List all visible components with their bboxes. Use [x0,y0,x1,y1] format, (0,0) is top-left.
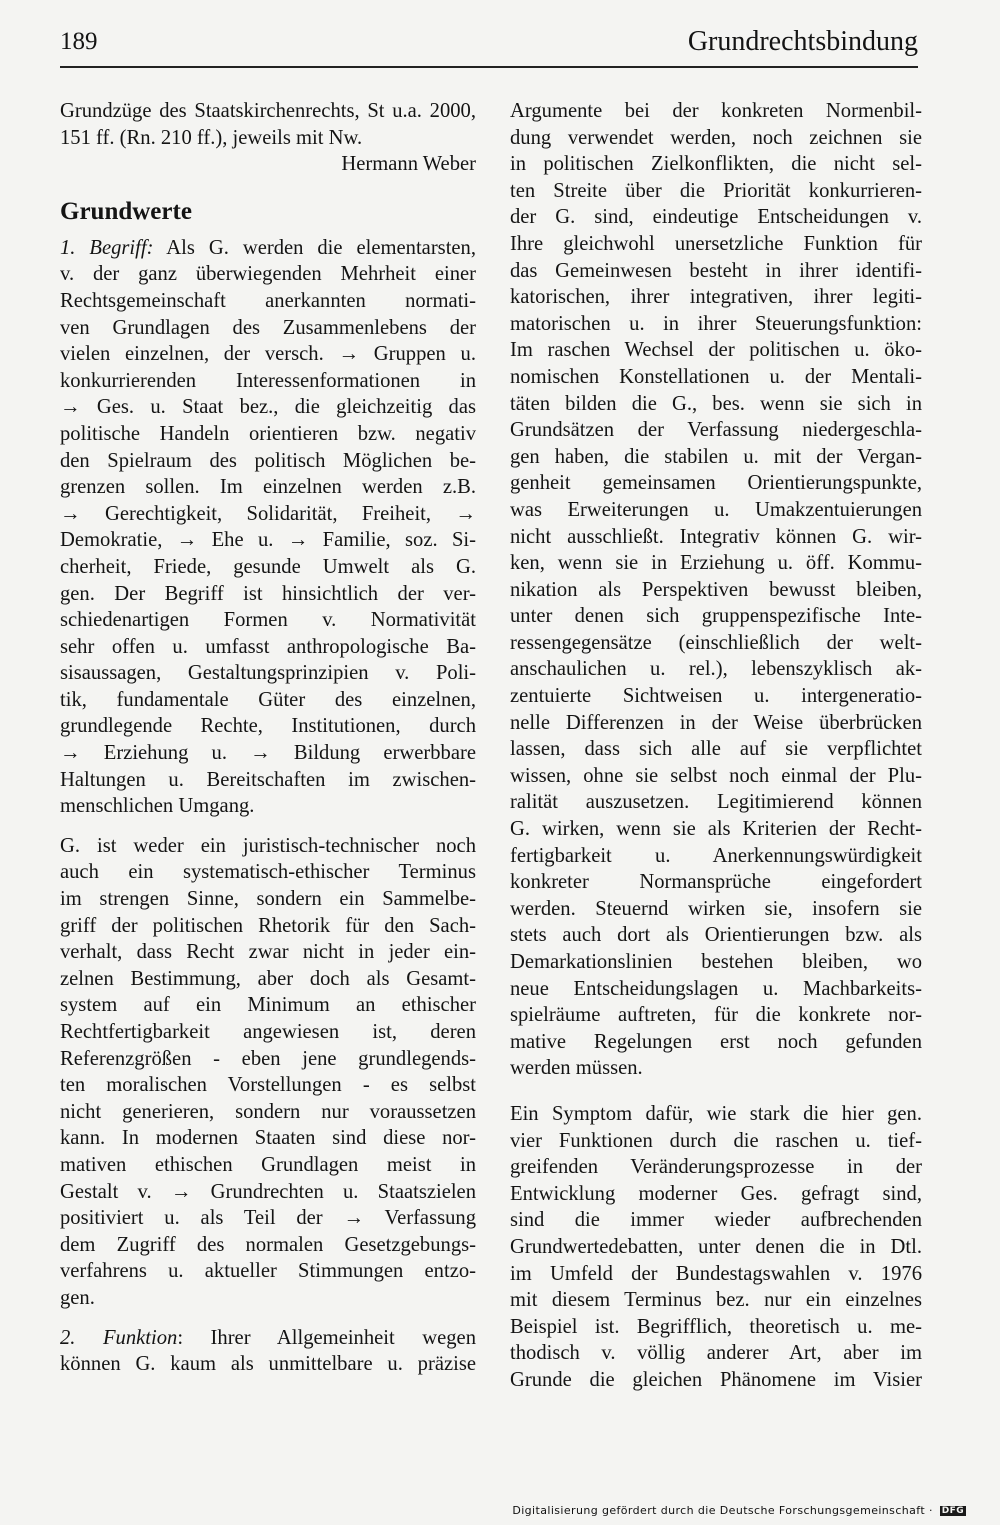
text-line: konkreter Normansprüche eingefordert [510,871,922,894]
text-line: G. ist weder ein juristisch-technischer noch [60,834,476,857]
text-line: greifenden Veränderungsprozesse in der [510,1156,922,1179]
text-line: ressengegensätze (einschließlich der welt- [510,631,922,654]
text-line: werden. Steuernd wirken sie, insofern sie [510,897,922,920]
text-line: zentuierte Sichtweisen u. intergeneratio- [510,685,922,708]
text-line: im strengen Sinne, sondern ein Sammelbe- [60,888,476,911]
text-line: sisaussagen, Gestaltungsprinzipien v. Poli- [60,662,476,685]
paragraph [510,98,922,1082]
text-line: dem Zugriff des normalen Gesetzgebungs- [60,1233,476,1256]
text-line: zelnen Bestimmung, aber doch als Gesamt- [60,967,476,990]
dfg-logo: DFG [941,1506,964,1516]
text-line: stets auch dort als Orientierungen bzw. als [510,924,922,947]
text-line: → Erziehung u. → Bildung erwerbbare [60,742,476,765]
text-line: G. wirken, wenn sie als Kriterien der Recht- [510,818,922,841]
text-line: vielen einzelnen, der versch. → Gruppen u. [60,343,476,366]
reference-note [60,98,476,151]
text-line: → Ges. u. Staat bez., die gleichzeitig das [60,396,476,419]
text-line: unter denen sich gruppenspezifische Inte- [510,605,922,628]
text-line: Demokratie, → Ehe u. → Familie, soz. Si- [60,529,476,552]
paragraph [60,833,476,1312]
text-line: Grundsätzen der Verfassung niedergeschla- [510,419,922,442]
text-line: was Erweiterungen u. Umakzentuierungen [510,498,922,521]
left-column [60,98,476,1378]
text-line: ralität auszusetzen. Legitimierend können [510,791,922,814]
page-number: 189 [60,28,98,55]
text-line: verfahrens u. aktueller Stimmungen entzo- [60,1260,476,1283]
text-line: dung verwendet werden, noch zeichnen sie [510,126,922,149]
text-line: verhalt, dass Recht zwar nicht in jeder ein- [60,941,476,964]
text-line: matorischen u. in ihrer Steuerungsfunktion: [510,312,922,335]
text-line: Ihre gleichwohl unersetzliche Funktion für [510,232,922,255]
footer-credit: Digitalisierung gefördert durch die Deutsche Forschungsgemeinschaft · DFG [512,1504,964,1517]
paragraph [60,235,476,820]
text-line: lassen, dass sich alle auf sie verpflichtet [510,738,922,761]
author-name: Hermann Weber [341,153,476,176]
text-line: positiviert u. als Teil der → Verfassung [60,1207,476,1230]
text-line: ten Streite über die Priorität konkurrieren- [510,179,922,202]
text-line: ven Grundlagen des Zusammenlebens der [60,316,476,339]
text-line: Ein Symptom dafür, wie stark die hier gen. [510,1102,922,1125]
text-line: grenzen sollen. Im einzelnen werden z.B. [60,476,476,499]
text-line: Referenzgrößen - eben jene grundlegends- [60,1047,476,1070]
text-line: das Gemeinwesen besteht in ihrer identifi- [510,259,922,282]
text-line: Rechtfertigbarkeit angewiesen ist, deren [60,1021,476,1043]
text-line: im Umfeld der Bundestagswahlen v. 1976 [510,1262,922,1285]
text-line: Demarkationslinien bestehen bleiben, wo [510,951,922,973]
text-line: tik, fundamentale Güter des einzelnen, [60,688,476,711]
text-line: mative Regelungen erst noch gefunden [510,1030,922,1053]
text-line: grundlegende Rechte, Institutionen, durch [60,715,476,738]
article-heading: Grundwerte [60,197,192,225]
text-line: sehr offen u. umfasst anthropologische Ba- [60,635,476,658]
text-line: Grundzüge des Staatskirchenrechts, St u.a. 2000, [60,100,476,122]
text-line: cherheit, Friede, gesunde Umwelt als G. [60,555,476,578]
text-line: spielräume auftreten, für die konkrete nor- [510,1004,922,1027]
text-line: Argumente bei der konkreten Normenbil- [510,100,922,122]
text-line: nicht generieren, sondern nur voraussetzen [60,1100,476,1123]
text-line: Beispiel ist. Begrifflich, theoretisch u. me- [510,1315,922,1338]
text-line: sind die immer wieder aufbrechenden [510,1209,922,1232]
text-line: können G. kaum als unmittelbare u. präzise [60,1353,476,1376]
text-line: nicht ausschließt. Integrativ können G. wir- [510,525,922,548]
text-line: katorischen, ihrer integrativen, ihrer legiti- [510,286,922,309]
text-line: 1. Begriff: Als G. werden die elementarsten, [60,236,477,259]
text-line: vier Funktionen durch die raschen u. tief- [510,1129,922,1152]
text-line: kann. In modernen Staaten sind diese nor- [60,1127,476,1150]
text-line: der G. sind, eindeutige Entscheidungen v. [510,206,922,229]
paragraph [60,1325,476,1378]
text-line: mativen ethischen Grundlagen meist in [60,1153,476,1176]
text-line: Rechtsgemeinschaft anerkannten normati- [60,289,476,312]
text-line: nelle Differenzen in der Weise überbrücken [510,711,922,734]
text-line: nikation als Perspektiven bewusst bleiben, [510,578,922,601]
header-rule [60,66,918,68]
text-line: anschaulichen u. rel.), lebenszyklisch ak- [510,658,922,681]
text-line: ken, wenn sie in Erziehung u. öff. Kommu- [510,552,922,575]
text-line: auch ein systematisch-ethischer Terminus [60,861,476,884]
text-line: system auf ein Minimum an ethischer [60,994,476,1017]
text-line: nomischen Konstellationen u. der Mentali- [510,365,922,388]
text-line: mit diesem Terminus bez. nur ein einzelnes [510,1289,922,1312]
text-line: schiedenartigen Formen v. Normativität [60,609,476,632]
text-line: fertigbarkeit u. Anerkennungswürdigkeit [510,844,922,867]
section-label: 1. Begriff: [60,236,154,259]
text-line: gen. Der Begriff ist hinsichtlich der ver- [60,582,476,605]
text-line: in politischen Zielkonflikten, die nicht sel- [510,153,922,176]
text-line: gen. [60,1286,95,1309]
text-line: genheit gemeinsamen Orientierungspunkte, [510,472,922,495]
text-line: Entwicklung moderner Ges. gefragt sind, [510,1182,922,1205]
text-line: konkurrierenden Interessenformationen in [60,369,476,392]
text-line: Grundwertedebatten, unter denen die in Dtl. [510,1235,922,1258]
text-line: neue Entscheidungslagen u. Machbarkeits- [510,977,922,1000]
text-line: politische Handeln orientieren bzw. negativ [60,422,476,445]
running-head: Grundrechtsbindung [687,26,918,57]
text-line: wissen, ohne sie selbst noch einmal der Plu- [510,764,922,787]
paragraph [510,1101,922,1394]
text-line: v. der ganz überwiegenden Mehrheit einer [60,263,476,286]
text-line: täten bilden die G., bes. wenn sie sich in [510,392,922,415]
text-line: werden müssen. [510,1057,643,1080]
text-line: → Gerechtigkeit, Solidarität, Freiheit, → [60,502,476,525]
text-line: Grunde die gleichen Phänomene im Visier [510,1368,922,1391]
footer-text: Digitalisierung gefördert durch die Deutsche Forschungsgemeinschaft [512,1504,926,1517]
text-line: gen haben, die stabilen u. mit der Vergan- [510,445,922,468]
text-line: den Spielraum des politisch Möglichen be- [60,449,476,472]
text-line: Haltungen u. Bereitschaften im zwischen- [60,768,476,791]
text-line: Gestalt v. → Grundrechten u. Staatszielen [60,1180,476,1203]
text-line: menschlichen Umgang. [60,795,255,818]
text-line: ten moralischen Vorstellungen - es selbst [60,1074,476,1097]
text-line: thodisch v. völlig anderer Art, aber im [510,1342,922,1365]
section-label: 2. Funktion [60,1326,178,1349]
text-line: 151 ff. (Rn. 210 ff.), jeweils mit Nw. [60,126,363,149]
page-header [60,24,918,68]
text-line: griff der politischen Rhetorik für den Sach- [60,914,476,937]
text-line: Im raschen Wechsel der politischen u. öko- [510,339,922,362]
text-line: 2. Funktion: Ihrer Allgemeinheit wegen [60,1326,476,1349]
right-column [510,98,922,1394]
